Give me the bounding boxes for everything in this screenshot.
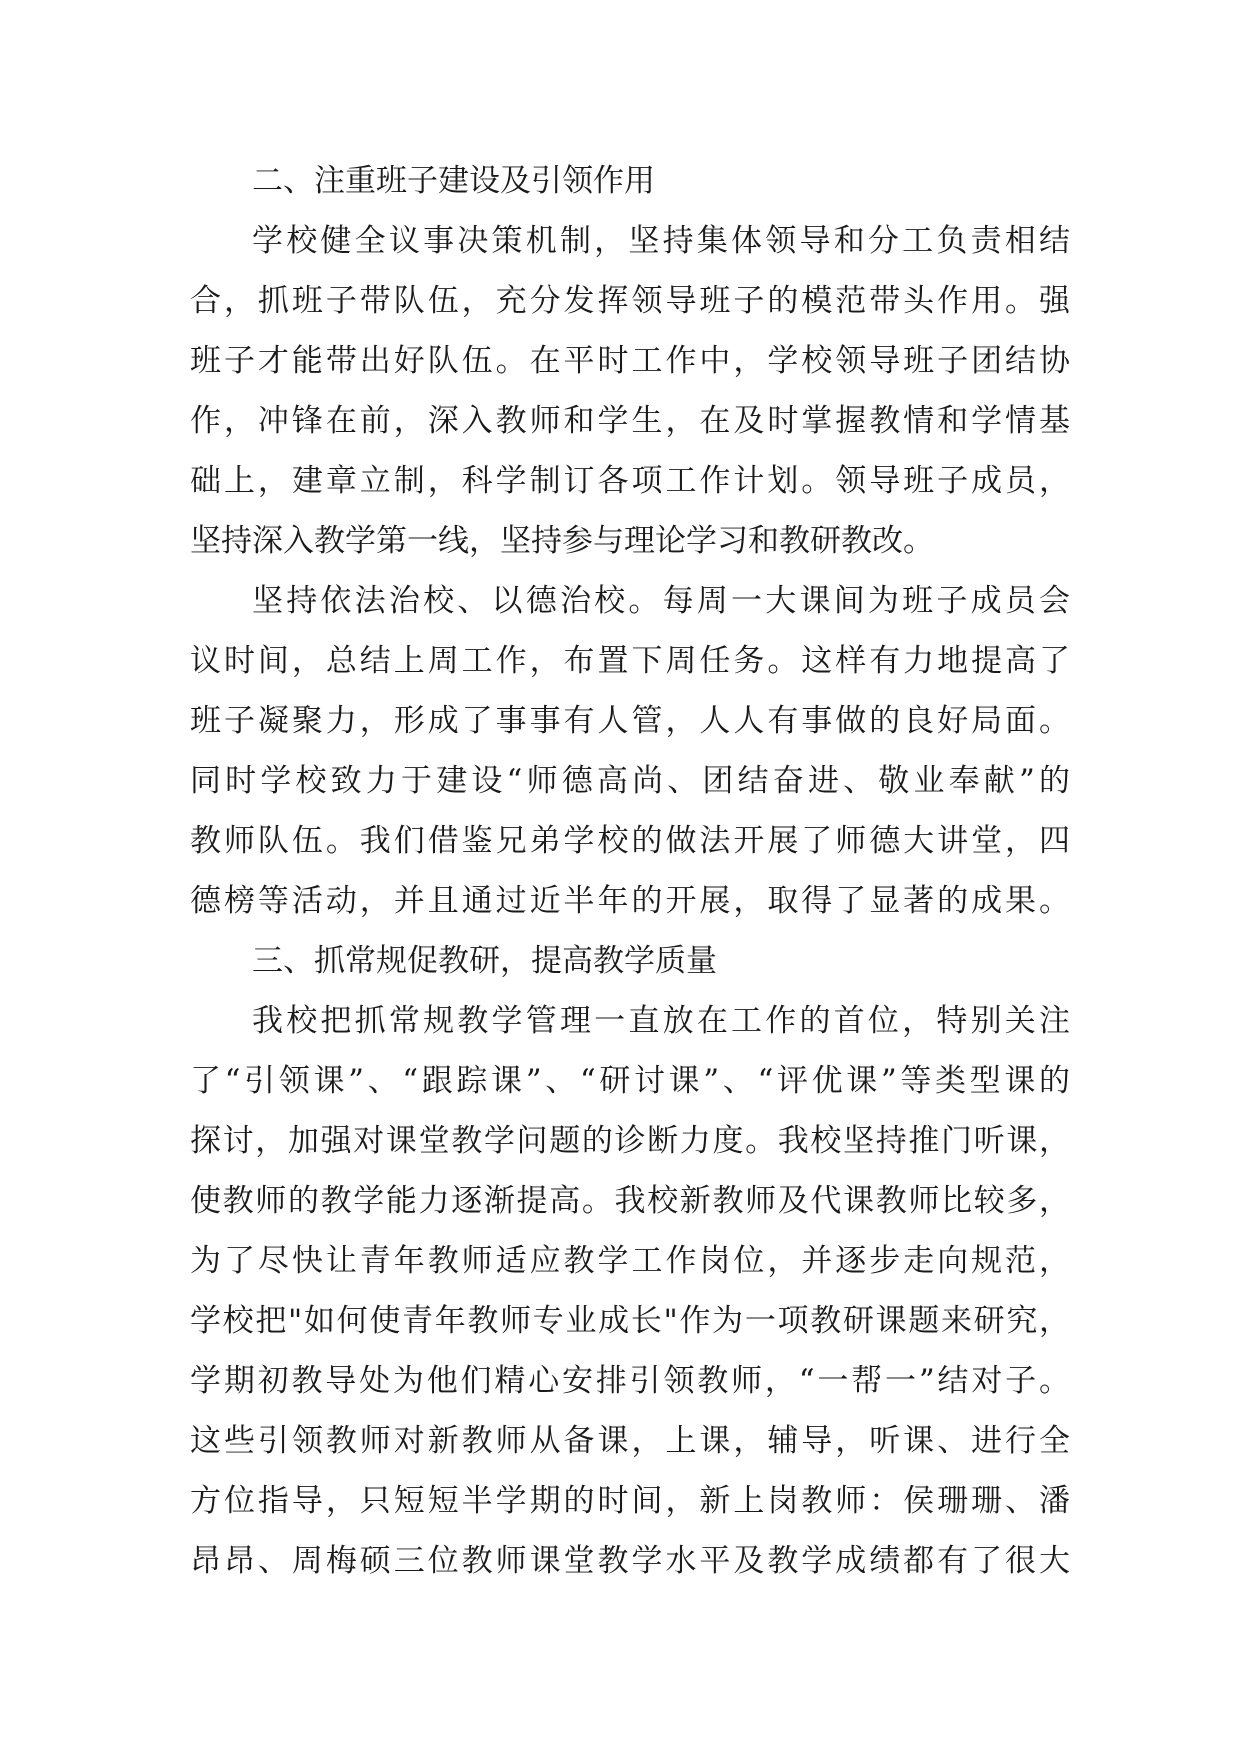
paragraph-line: 班子凝聚力，形成了事事有人管，人人有事做的良好局面。 xyxy=(190,703,1070,739)
paragraph-line: 班子才能带出好队伍。在平时工作中，学校领导班子团结协 xyxy=(190,343,1070,379)
paragraph-line: 教师队伍。我们借鉴兄弟学校的做法开展了师德大讲堂，四 xyxy=(190,823,1070,859)
paragraph-line: 了“引领课”、“跟踪课”、“研讨课”、“评优课”等类型课的 xyxy=(190,1063,1070,1099)
paragraph-line: 探讨，加强对课堂教学问题的诊断力度。我校坚持推门听课， xyxy=(190,1123,1070,1159)
paragraph-line: 学校健全议事决策机制，坚持集体领导和分工负责相结 xyxy=(252,223,1070,259)
paragraph-line: 使教师的教学能力逐渐提高。我校新教师及代课教师比较多， xyxy=(190,1183,1070,1219)
paragraph-line: 议时间，总结上周工作，布置下周任务。这样有力地提高了 xyxy=(190,643,1070,679)
paragraph-line: 础上，建章立制，科学制订各项工作计划。领导班子成员， xyxy=(190,463,1070,499)
paragraph-line: 这些引领教师对新教师从备课，上课，辅导，听课、进行全 xyxy=(190,1423,1070,1459)
paragraph-line: 同时学校致力于建设“师德高尚、团结奋进、敬业奉献”的 xyxy=(190,763,1070,799)
paragraph-line: 学期初教导处为他们精心安排引领教师，“一帮一”结对子。 xyxy=(190,1363,1070,1399)
paragraph-line: 坚持依法治校、以德治校。每周一大课间为班子成员会 xyxy=(252,583,1070,619)
paragraph-line: 为了尽快让青年教师适应教学工作岗位，并逐步走向规范， xyxy=(190,1243,1070,1279)
paragraph-line: 方位指导，只短短半学期的时间，新上岗教师：侯珊珊、潘 xyxy=(190,1483,1070,1519)
section-heading: 三、抓常规促教研，提高教学质量 xyxy=(252,943,717,979)
section-heading: 二、注重班子建设及引领作用 xyxy=(252,163,655,199)
paragraph-line: 德榜等活动，并且通过近半年的开展，取得了显著的成果。 xyxy=(190,883,1070,919)
paragraph-line: 作，冲锋在前，深入教师和学生，在及时掌握教情和学情基 xyxy=(190,403,1070,439)
paragraph-line: 学校把"如何使青年教师专业成长"作为一项教研课题来研究， xyxy=(190,1303,1070,1339)
paragraph-line: 坚持深入教学第一线，坚持参与理论学习和教研教改。 xyxy=(190,523,934,559)
paragraph-line: 合，抓班子带队伍，充分发挥领导班子的模范带头作用。强 xyxy=(190,283,1070,319)
paragraph-line: 昂昂、周梅硕三位教师课堂教学水平及教学成绩都有了很大 xyxy=(190,1543,1070,1579)
paragraph-line: 我校把抓常规教学管理一直放在工作的首位，特别关注 xyxy=(252,1003,1070,1039)
